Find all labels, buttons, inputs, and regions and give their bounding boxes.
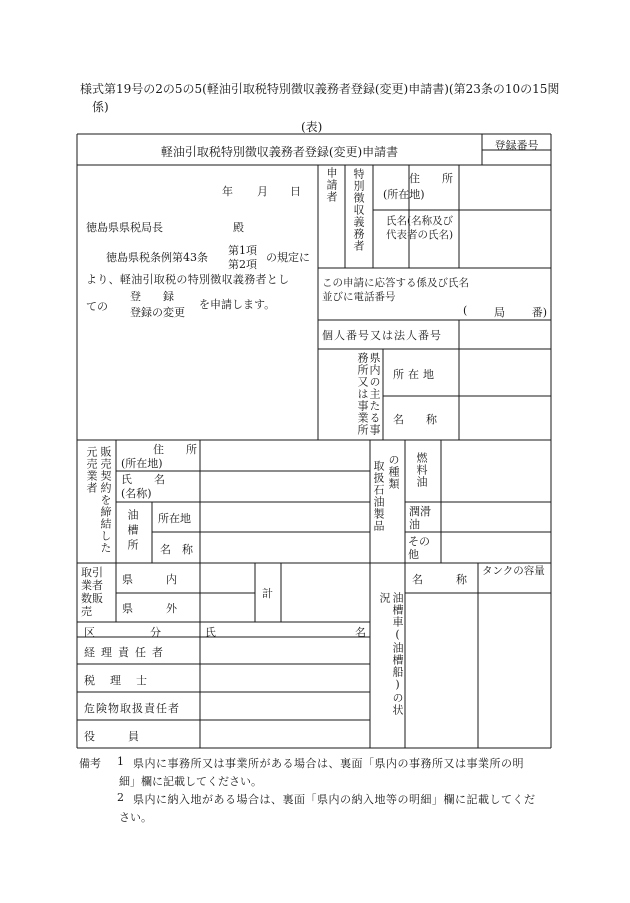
tax-accountant-label: 税 理 士 — [84, 674, 149, 687]
wholesaler-address-label — [121, 443, 197, 471]
note-2-text-cont: さい。 — [119, 811, 152, 824]
hazard-manager-field[interactable] — [201, 693, 369, 719]
wholesaler-name-line1: 氏 名 — [121, 473, 165, 486]
body-text-d: を申請します。 — [199, 298, 276, 311]
id-number-field[interactable] — [460, 321, 550, 348]
clause-2: 第2項 — [228, 258, 257, 271]
applicant-address-field[interactable] — [460, 166, 550, 209]
form-title: 軽油引取税特別徴収義務者登録(変更)申請書 — [160, 145, 399, 159]
side-label: (表) — [301, 120, 323, 134]
note-1-text: 県内に事務所又は事業所がある場合は、裏面「県内の事務所又は事業所の明 — [133, 757, 524, 770]
registration-number-label: 登録番号 — [494, 139, 539, 152]
office-name-label: 名 称 — [393, 413, 437, 426]
officer-field[interactable] — [201, 721, 369, 747]
office-location-field[interactable] — [460, 350, 550, 395]
clause-1: 第1項 — [228, 244, 257, 257]
fuel-oil-field[interactable] — [442, 441, 550, 501]
id-number-label: 個人番号又は法人番号 — [322, 329, 442, 342]
depot-name-field[interactable] — [201, 533, 369, 562]
wholesaler-name-label — [121, 473, 197, 501]
category-header: 区 分 — [84, 626, 161, 639]
officer-label: 役 員 — [84, 730, 139, 743]
note-1-number: 1 — [117, 755, 124, 768]
notes-label: 備考 — [79, 757, 101, 770]
total-field[interactable] — [282, 564, 369, 621]
in-prefecture-label: 県 内 — [122, 573, 177, 586]
phone-open-paren: ( — [463, 304, 468, 317]
ordinance: 徳島県税条例第43条 — [106, 251, 208, 264]
sales-count-label: 取引業者数販売 — [81, 566, 103, 618]
other-product-field[interactable] — [442, 533, 550, 562]
note-2-number: 2 — [117, 791, 124, 804]
office-name-field[interactable] — [460, 397, 550, 439]
phone-field[interactable] — [463, 304, 547, 320]
contact-label: この申請に応答する係及び氏名並びに電話番号 — [322, 277, 469, 303]
product-type-label-b: の種類 — [387, 454, 400, 490]
wholesaler-address-line1: 住 所 — [153, 443, 197, 456]
lube-oil-field[interactable] — [442, 503, 550, 531]
tanker-status-label: 油槽車(油槽船)の状況 — [378, 592, 404, 716]
body-text-c: ての — [86, 300, 108, 313]
total-label: 計 — [262, 587, 273, 600]
tank-capacity-label: タンクの容量 — [482, 565, 545, 577]
office-location-label: 所在地 — [393, 368, 438, 381]
date-year: 年 — [222, 185, 233, 198]
out-prefecture-label: 県 外 — [122, 602, 177, 615]
depot-label: 油槽所 — [126, 509, 139, 554]
date-month: 月 — [257, 185, 268, 198]
date-day: 日 — [290, 185, 301, 198]
note-1-text-cont: 細」欄に記載してください。 — [119, 775, 262, 788]
in-prefecture-field[interactable] — [201, 564, 254, 592]
out-prefecture-field[interactable] — [201, 594, 254, 621]
registration-number-field[interactable] — [483, 151, 550, 164]
address-label — [383, 170, 455, 202]
depot-location-label: 所在地 — [158, 512, 191, 525]
applicant-label: 申請者 — [325, 167, 338, 203]
person-name-header-2: 名 — [355, 626, 366, 639]
depot-name-label: 名 称 — [160, 543, 193, 556]
body-text-a: の規定に — [266, 251, 310, 264]
product-type-label-a: 取扱石油製品 — [372, 460, 385, 532]
address-label-line2: (所在地) — [383, 188, 425, 201]
addressee: 徳島県県税局長 — [86, 221, 163, 234]
form-number-line-cont: 係) — [92, 100, 109, 114]
wholesaler-address-line2: (所在地) — [121, 457, 163, 470]
fuel-oil-label: 燃料油 — [415, 452, 428, 488]
applicant-name-field[interactable] — [460, 211, 550, 267]
main-office-label: 県内の主たる事務所又は事業所 — [356, 352, 381, 436]
registration-change-option: 登録の変更 — [130, 306, 185, 319]
tanker-name-field[interactable] — [406, 594, 477, 747]
phone-number-label: 番) — [531, 306, 547, 319]
note-2-text: 県内に納入地がある場合は、裏面「県内の納入地等の明細」欄に記載してくだ — [133, 793, 536, 806]
wholesaler-name-field[interactable] — [201, 472, 369, 501]
wholesaler-address-field[interactable] — [201, 441, 369, 470]
accounting-manager-field[interactable] — [201, 638, 369, 663]
depot-location-field[interactable] — [201, 503, 369, 531]
lube-oil-label: 潤滑油 — [409, 505, 431, 531]
tank-capacity-field[interactable] — [479, 594, 550, 747]
addressee-honorific: 殿 — [233, 221, 244, 234]
body-text-b: より、軽油引取税の特別徴収義務者とし — [86, 273, 290, 286]
accounting-manager-label: 経理責任者 — [84, 646, 169, 659]
other-product-label: その他 — [408, 535, 430, 561]
form-number-line: 様式第19号の2の5の5(軽油引取税特別徴収義務者登録(変更)申請書)(第23条の10の15関 — [80, 82, 560, 96]
obligor-label: 特別徴収義務者 — [352, 168, 365, 252]
wholesaler-name-line2: (名称) — [121, 487, 152, 500]
contract-wholesaler-label: 販売契約を締結した元売業者 — [85, 446, 112, 554]
registration-option: 登 録 — [130, 290, 174, 303]
tanker-name-label: 名 称 — [412, 573, 467, 586]
name-label: 氏名(名称及び代表者の氏名) — [386, 215, 454, 241]
hazard-manager-label: 危険物取扱責任者 — [84, 702, 180, 715]
phone-exchange-label: 局 — [494, 306, 505, 319]
tax-accountant-field[interactable] — [201, 665, 369, 691]
person-name-header: 氏 — [205, 626, 216, 639]
address-label-line1: 住 所 — [409, 172, 453, 185]
